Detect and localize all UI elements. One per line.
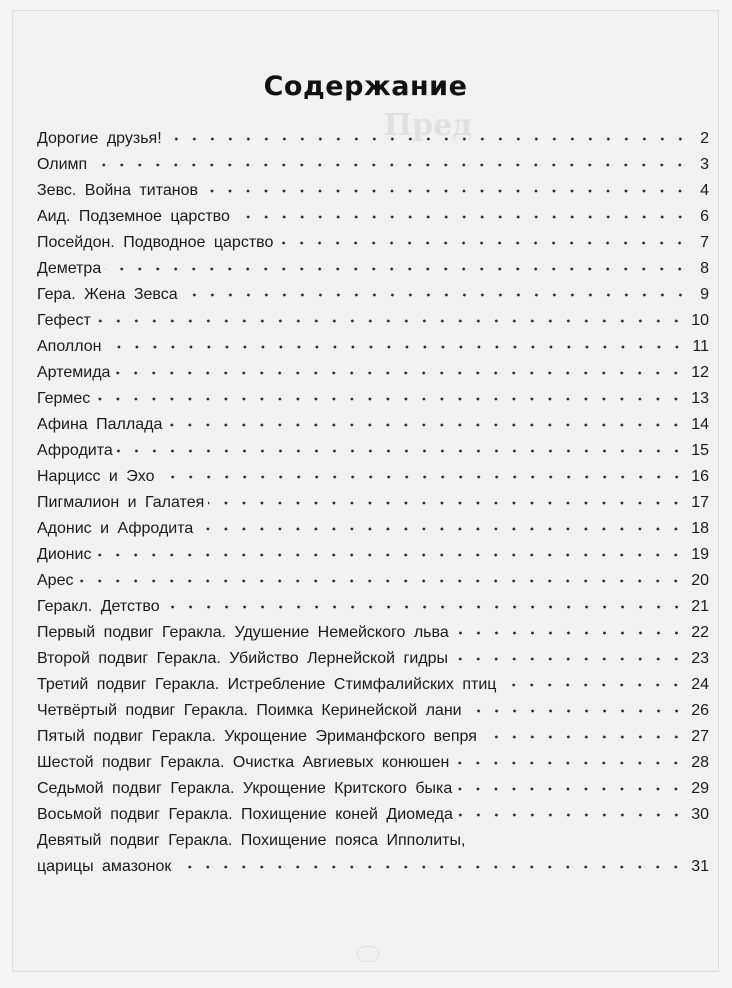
toc-entry-label: Гера. Жена Зевса [37,286,178,303]
dot-leader [94,391,685,407]
toc-entry-label: Зевс. Война титанов [37,182,199,199]
toc-entry-label: Гермес [37,390,91,407]
dot-leader [197,521,685,537]
dot-leader [91,157,689,173]
toc-entry-label: Первый подвиг Геракла. Удушение Немейского льва [37,624,449,641]
toc-entry[interactable] [37,642,709,668]
toc-entry-label: Арес [37,572,74,589]
toc-entry[interactable] [37,174,709,200]
toc-page-number: 7 [700,234,709,251]
book-page [12,10,719,972]
toc-entry[interactable] [37,356,709,382]
toc-page-number: 24 [691,676,709,693]
toc-entry-label: Геракл. Детство [37,598,160,615]
toc-entry[interactable] [37,148,709,174]
toc-entry[interactable] [37,434,709,460]
dot-leader [277,235,689,251]
toc-entry[interactable] [37,616,709,642]
toc-page-number: 15 [691,442,709,459]
toc-entry[interactable] [37,278,709,304]
toc-entry[interactable] [37,200,709,226]
dot-leader [105,339,686,355]
toc-page-number: 29 [691,780,709,797]
toc-entry[interactable] [37,382,709,408]
dot-leader [208,495,685,511]
toc-page-number: 22 [691,624,709,641]
toc-entry-label: Олимп [37,156,88,173]
toc-entry[interactable] [37,304,709,330]
toc-page-number: 18 [691,520,709,537]
toc-page-number: 17 [691,494,709,511]
page-number-marker [357,946,379,962]
toc-entry[interactable] [37,538,709,564]
toc-entry-continuation[interactable] [37,850,709,876]
toc-entry-label: Посейдон. Подводное царство [37,234,274,251]
toc-entry[interactable] [37,590,709,616]
toc-page-number: 12 [691,364,709,381]
toc-entry[interactable] [37,122,709,148]
toc-page-number: 19 [691,546,709,563]
toc-entry-label: Второй подвиг Геракла. Убийство Лернейской гидры [37,650,449,667]
toc-entry-label: Пигмалион и Галатея [37,494,205,511]
toc-entry[interactable] [37,824,709,850]
toc-entry[interactable] [37,486,709,512]
toc-entry[interactable] [37,408,709,434]
toc-entry-label: Афродита [37,442,113,459]
toc-page-number: 30 [691,806,709,823]
toc-page-number: 8 [700,260,709,277]
dot-leader [175,859,685,875]
toc-page-number: 9 [700,286,709,303]
toc-entry-label: Восьмой подвиг Геракла. Похищение коней Диомеда [37,806,453,823]
dot-leader [95,313,685,329]
dot-leader [466,703,686,719]
toc-page-number: 31 [691,858,709,875]
toc-entry-label: Девятый подвиг Геракла. Похищение пояса Ипполиты, [37,832,466,849]
dot-leader [105,261,689,277]
toc-entry-label: Седьмой подвиг Геракла. Укрощение Критского быка [37,780,453,797]
dot-leader [234,209,689,225]
toc-entry[interactable] [37,512,709,538]
toc-page-number: 28 [691,754,709,771]
toc-entry[interactable] [37,252,709,278]
dot-leader [117,443,685,459]
toc-page-number: 11 [692,338,709,355]
toc-page-number: 6 [700,208,709,225]
toc-entry[interactable] [37,772,709,798]
dot-leader [457,807,685,823]
toc-page-number: 13 [691,390,709,407]
dot-leader [159,469,686,485]
dot-leader [453,625,685,641]
toc-entry-label: Аид. Подземное царство [37,208,230,225]
toc-entry-label: Нарцисс и Эхо [37,468,155,485]
toc-entry-label: Афина Паллада [37,416,163,433]
dot-leader [114,365,685,381]
toc-entry-label: Адонис и Афродита [37,520,194,537]
toc-entry-label: Артемида [37,364,111,381]
dot-leader [456,781,685,797]
toc-entry[interactable] [37,694,709,720]
dot-leader [95,547,685,563]
dot-leader [166,417,685,433]
dot-leader [202,183,689,199]
toc-entry-label: Пятый подвиг Геракла. Укрощение Эриманфского вепря [37,728,477,745]
toc-page-number: 21 [691,598,709,615]
dot-leader [481,729,685,745]
toc-page-number: 23 [691,650,709,667]
dot-leader [164,599,686,615]
toc-entry[interactable] [37,746,709,772]
toc-page-number: 27 [691,728,709,745]
toc-entry[interactable] [37,720,709,746]
toc-entry[interactable] [37,330,709,356]
toc-entry[interactable] [37,798,709,824]
toc-entry-label: Деметра [37,260,102,277]
toc-entry-label: Дионис [37,546,92,563]
toc-entry-label: Гефест [37,312,91,329]
bleed-through-text: Пред [383,108,473,143]
toc-entry-label: Шестой подвиг Геракла. Очистка Авгиевых конюшен [37,754,450,771]
page-title: Содержание [263,71,468,102]
dot-leader [453,755,685,771]
dot-leader [182,287,689,303]
table-of-contents [37,122,709,876]
toc-page-number: 14 [691,416,709,433]
toc-entry[interactable] [37,226,709,252]
toc-page-number: 2 [700,130,709,147]
dot-leader [166,131,689,147]
toc-entry-label: царицы амазонок [37,858,172,875]
toc-page-number: 10 [691,312,709,329]
toc-entry[interactable] [37,460,709,486]
toc-entry-label: Аполлон [37,338,102,355]
toc-page-number: 16 [691,468,709,485]
toc-page-number: 4 [700,182,709,199]
dot-leader [77,573,685,589]
toc-page-number: 3 [700,156,709,173]
toc-page-number: 20 [691,572,709,589]
dot-leader [500,677,685,693]
toc-page-number: 26 [691,702,709,719]
toc-entry[interactable] [37,668,709,694]
toc-entry-label: Четвёртый подвиг Геракла. Поимка Керинейской лани [37,702,462,719]
toc-entry-label: Дорогие друзья! [37,130,162,147]
dot-leader [452,651,685,667]
toc-entry-label: Третий подвиг Геракла. Истребление Стимфалийских птиц [37,676,497,693]
toc-entry[interactable] [37,564,709,590]
